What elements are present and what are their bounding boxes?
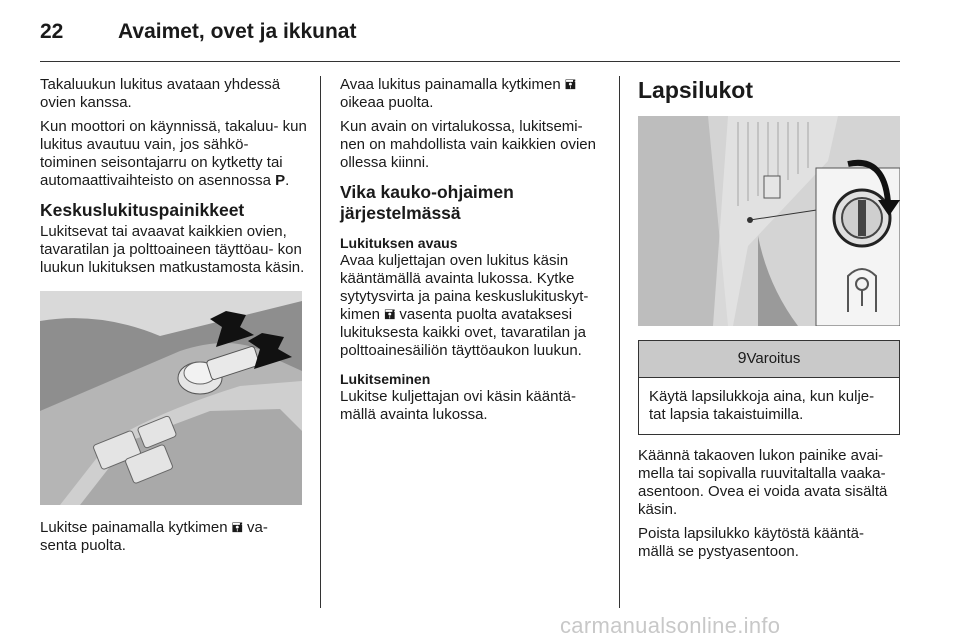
paragraph-unlock-switch: Avaa lukitus painamalla kytkimen 🖬 oikeaa puolta. [340, 76, 576, 111]
gear-p-label: P [275, 172, 286, 189]
page-number: 22 [40, 20, 64, 43]
paragraph-tailgate: Takaluukun lukitus avataan yhdessä ovien kanssa. [40, 76, 281, 111]
unlock-switch-icon: 🖬 [564, 77, 576, 92]
warning-title: Varoitus [746, 350, 801, 367]
paragraph-unlocking: Avaa kuljettajan oven lukitus käsin kääntämällä avainta lukossa. Kytke sytytysvirta ja paina keskuslukituskyt- kimen 🖬 vasenta puolta avataksesi lukituksesta kaikki ovet, tavaratilan ja polttoainesäiliön täyttöaukon luukun. [340, 252, 589, 359]
page-title: Avaimet, ovet ja ikkunat [118, 20, 357, 43]
paragraph-engine-running: Kun moottori on käynnissä, takaluu- kun lukitus avautuu vain, jos sähkö- toiminen seisontajarru on kytketty tai automaattivaihteisto on asennossa P. [40, 118, 307, 189]
warning-text: Käytä lapsilukkoja aina, kun kulje- tat lapsia takaistuimilla. [649, 388, 875, 423]
paragraph-locking: Lukitse kuljettajan ovi käsin kääntä- mällä avainta lukossa. [340, 388, 576, 423]
heading-central-lock-buttons: Keskuslukituspainikkeet [40, 200, 245, 220]
caption-lock-switch: Lukitse painamalla kytkimen 🖬 va- senta puolta. [40, 519, 268, 554]
central-lock-switch-icon: 🖬 [384, 307, 396, 322]
heading-remote-failure: Vika kauko-ohjaimen järjestelmässä [340, 182, 514, 223]
heading-child-locks: Lapsilukot [638, 77, 754, 103]
lock-switch-icon: 🖬 [231, 520, 243, 535]
door-switch-illustration [40, 291, 302, 505]
warning-box [638, 340, 900, 435]
paragraph-turn-lock: Käännä takaoven lukon painike avai- mella tai sopivalla ruuvitaltalla vaaka- asentoon. Ovea ei voida avata sisältä käsin. [638, 447, 888, 518]
paragraph-key-in-ignition: Kun avain on virtalukossa, lukitsemi- nen on mahdollista vain kaikkien ovien ollessa kiinni. [340, 118, 596, 171]
watermark: carmanualsonline.info [560, 613, 781, 638]
column-right [638, 76, 900, 567]
subheading-locking: Lukitseminen [340, 371, 431, 387]
paragraph-disable-lock: Poista lapsilukko käytöstä kääntä- mällä se pystyasentoon. [638, 525, 864, 560]
column-divider-2 [619, 76, 620, 608]
column-left [40, 76, 308, 561]
column-middle [340, 76, 608, 430]
page-header [40, 14, 920, 60]
figure-child-lock [638, 116, 900, 326]
warning-header [639, 341, 899, 378]
paragraph-central-lock: Lukitsevat tai avaavat kaikkien ovien, tavaratilan ja polttoaineen täyttöau- kon luukun lukituksen matkustamosta käsin. [40, 223, 305, 276]
figure-door-switch-panel [40, 291, 302, 505]
warning-icon: 9 [737, 350, 747, 367]
child-lock-illustration [638, 116, 900, 326]
subheading-unlocking: Lukituksen avaus [340, 235, 458, 251]
header-divider [40, 61, 900, 62]
column-divider-1 [320, 76, 321, 608]
